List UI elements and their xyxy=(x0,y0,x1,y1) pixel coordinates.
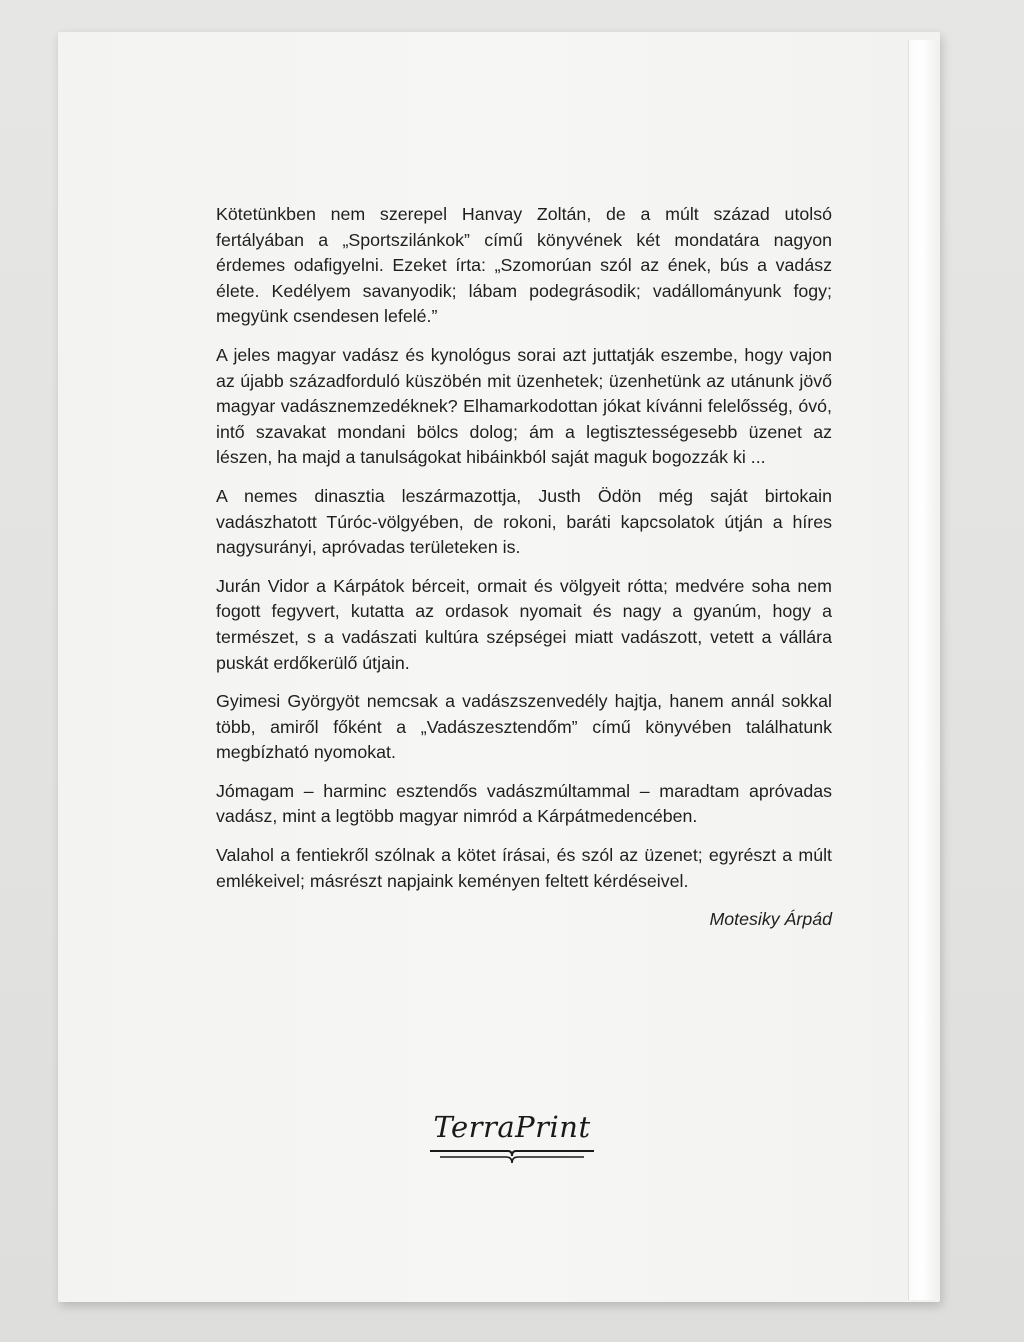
blurb-paragraph-4: Jurán Vidor a Kárpátok bérceit, ormait és völgyeit rótta; medvére soha nem fogott fegyvert, kutatta az ordasok nyomait és nagy a gyanúm, hogy a természet, s a vadászati kultúra szépségei miatt vadászott, vetett a vállára puskát erdőkerülő útjain. xyxy=(216,575,832,673)
blurb-paragraph-1: Kötetünkben nem szerepel Hanvay Zoltán, de a múlt század utolsó fertályában a „Sportszilánkok” című könyvének két mondatára nagyon érdemes odafigyelni. Ezeket írta: „Szomorúan szól az ének, bús a vadász élete. Kedélyem savanyodik; lábam podegrásodik; vadállományunk fogy; megyünk csendesen lefelé.” xyxy=(216,204,832,327)
blurb-paragraph-7: Valahol a fentiekről szólnak a kötet írásai, és szól az üzenet; egyrészt a múlt emlékeivel; másrészt napjaink keményen feltett kérdéseivel. xyxy=(216,845,832,891)
blurb-paragraph-2: A jeles magyar vadász és kynológus sorai azt juttatják eszembe, hogy vajon az újabb századforduló küszöbén mit üzenhetek; üzenhetünk az utánunk jövő magyar vadásznemzedéknek? Elhamarkodottan jókat kívánni felelősség, óvó, intő szavakat mondani bölcs dolog; ám a legtisztességesebb üzenet az lészen, ha majd a tanulságokat hibáinkból saját maguk bogozzák ki ... xyxy=(216,344,832,468)
blurb-paragraph-3: A nemes dinasztia leszármazottja, Justh Ödön még saját birtokain vadászhatott Túróc-völgyében, de rokoni, baráti kapcsolatok útján a híres nagysurányi, apróvadas területeken is. xyxy=(216,485,832,558)
blurb-paragraph-6: Jómagam – harminc esztendős vadászmúltammal – maradtam apróvadas vadász, mint a legtöbb magyar nimród a Kárpátmedencében. xyxy=(216,780,832,827)
blurb-paragraph-5: Gyimesi Györgyöt nemcsak a vadászszenvedély hajtja, hanem annál sokkal több, amiről főként a „Vadászesztendőm” című könyvében találhatunk megbízható nyomokat. xyxy=(216,691,832,763)
blurb-text xyxy=(216,202,832,946)
publisher-logo xyxy=(412,1110,612,1170)
book-page-edge xyxy=(908,40,939,1300)
author-signature: Motesiky Árpád xyxy=(709,909,832,930)
publisher-logo-text: TerraPrint xyxy=(433,1110,591,1144)
open-book-icon xyxy=(428,1148,596,1166)
